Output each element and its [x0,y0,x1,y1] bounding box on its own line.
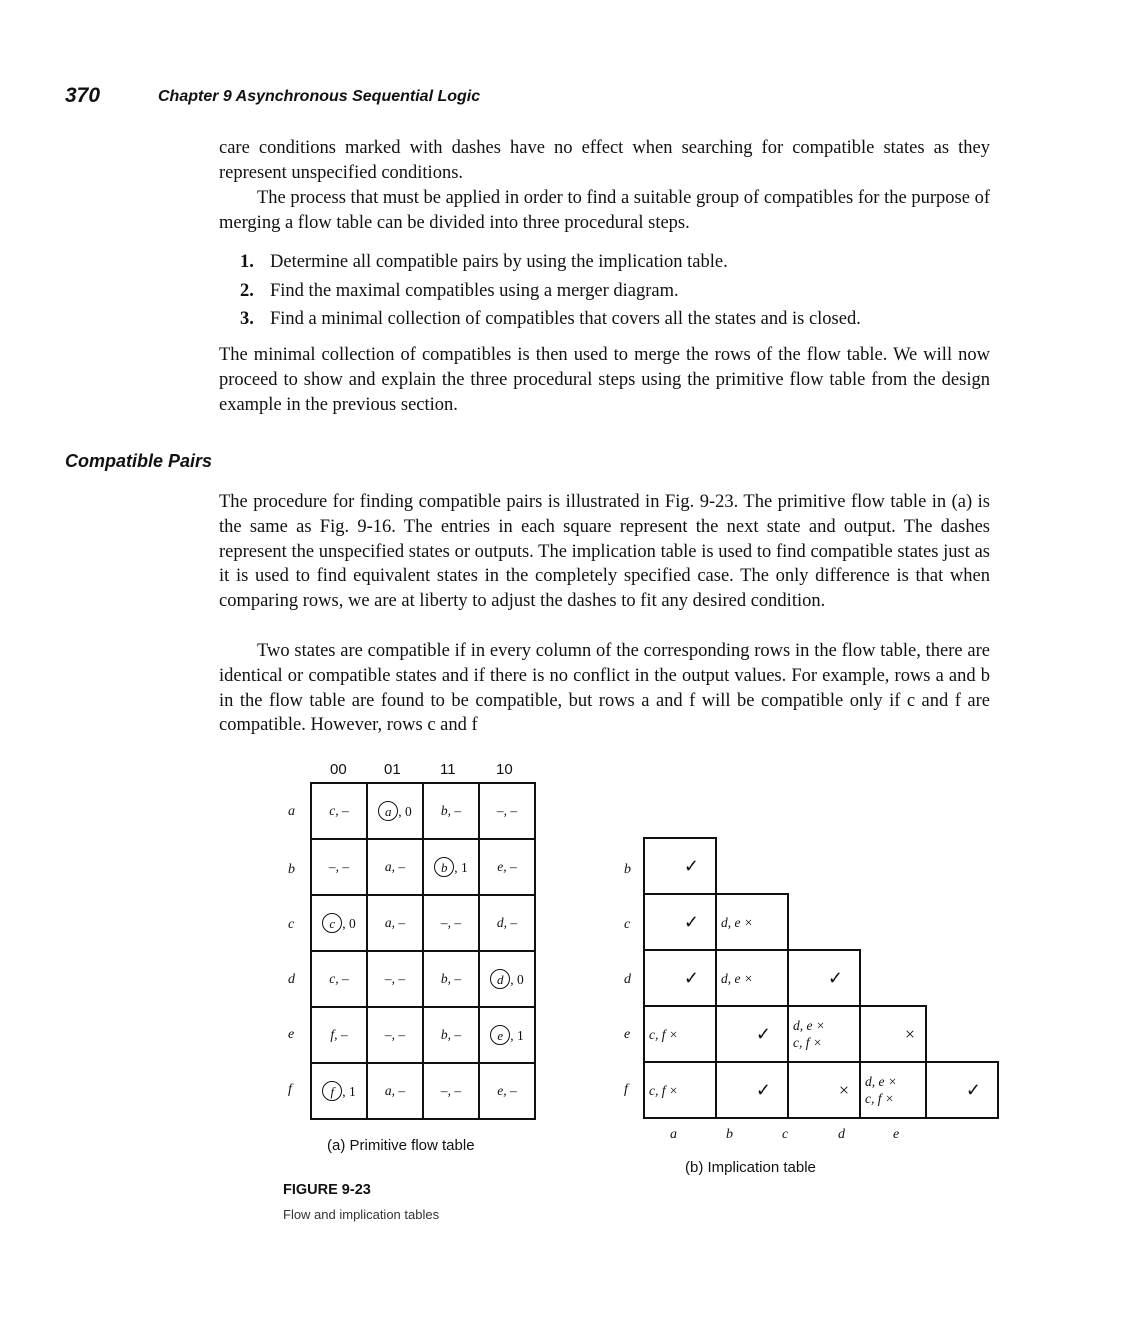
step-text: Find the maximal compatibles using a merger diagram. [270,280,679,301]
check-mark-icon: ✓ [827,967,843,988]
flow-table-cell [423,1007,479,1063]
paragraph-4: The procedure for finding compatible pairs is illustrated in Fig. 9-23. The primitive flow table in (a) is the same as Fig. 9-16. The entries in each square represent the next state and output. The dashes represent the unspecified states or outputs. The implication table is used to find compatible states just as it is used to find equivalent states in the completely specified case. The only difference is that when comparing rows, we are at liberty to adjust the dashes to fit any desired condition. [219,492,990,612]
check-mark-icon: ✓ [755,1079,771,1100]
flow-row-label: a [288,804,295,819]
implication-cell [644,1062,716,1118]
flow-table-cell [423,839,479,895]
figure-label: FIGURE 9-23 [283,1182,371,1198]
next-state-value: b, – [440,971,462,986]
next-state-value: –, – [384,1027,406,1042]
output-value: , 1 [454,860,468,875]
implied-pair: c, f × [793,1035,822,1050]
impl-row-label: e [624,1027,631,1042]
impl-row-label: c [624,917,631,932]
chapter-header: Chapter 9 Asynchronous Sequential Logic [158,88,481,105]
empty-cell [926,1006,998,1062]
output-value: , 0 [342,916,356,931]
next-state-value: a, – [384,1083,406,1098]
step-item [219,277,990,306]
flow-table-cell [367,783,423,839]
next-state-value: d, – [496,915,518,930]
flow-table-cell [367,895,423,951]
flow-col-label: 01 [384,761,401,778]
implication-cell [644,950,716,1006]
step-number: 1. [240,252,254,272]
next-state-value: a, – [384,915,406,930]
flow-table-cell [311,1007,367,1063]
flow-table-cell [479,951,535,1007]
implication-cell [860,1062,926,1118]
stable-state-circle: c [322,913,342,933]
flow-row-label: d [288,972,295,987]
implication-row [644,1062,998,1118]
empty-cell [860,950,926,1006]
cross-mark-icon: × [838,1079,849,1100]
stable-state-circle: a [378,801,398,821]
paragraph-3: The minimal collection of compatibles is then used to merge the rows of the flow table. We will now proceed to show and explain the three procedural steps using the primitive flow table from the design example in the previous section. [219,345,990,415]
flow-table-cell [479,895,535,951]
empty-cell [788,838,860,894]
empty-cell [926,894,998,950]
next-state-value: b, – [440,1027,462,1042]
flow-table-cell [479,1063,535,1119]
empty-cell [860,894,926,950]
impl-col-label: d [838,1127,845,1142]
flow-table-row [311,1063,535,1119]
implication-table [643,837,999,1119]
implication-row [644,894,998,950]
step-item [219,248,990,277]
implication-cell [644,1006,716,1062]
flow-table-cell [367,1007,423,1063]
implication-cell [716,1062,788,1118]
output-value: , 1 [510,1028,524,1043]
check-mark-icon: ✓ [965,1079,981,1100]
paragraph-5: Two states are compatible if in every column of the corresponding rows in the flow table, there are identical or compatible states and if there is no conflict in the output values. For example, rows a and b in the flow table are found to be compatible, but rows a and f will be compatible only if c and f are compatible. However, rows c and f [219,641,990,736]
flow-table-caption: (a) Primitive flow table [327,1137,475,1154]
step-text: Find a minimal collection of compatibles that covers all the states and is closed. [270,309,861,329]
next-state-value: c, – [329,803,349,818]
output-value: , 0 [398,804,412,819]
step-text: Determine all compatible pairs by using the implication table. [270,252,728,272]
flow-table-cell [311,1063,367,1119]
page-number: 370 [65,84,101,107]
flow-table-cell [367,951,423,1007]
next-state-value: e, – [497,1083,517,1098]
implication-cell [926,1062,998,1118]
implication-cell [716,1006,788,1062]
implication-cell [788,1062,860,1118]
next-state-value: b, – [440,803,462,818]
implication-row [644,1006,998,1062]
implied-pair: c, f × [865,1091,894,1106]
procedure-steps [219,248,990,334]
next-state-value: f, – [330,1027,348,1042]
flow-table-cell [311,839,367,895]
flow-table-cell [311,783,367,839]
next-state-value: a, – [384,859,406,874]
next-state-value: –, – [328,859,350,874]
check-mark-icon: ✓ [683,911,699,932]
output-value: , 0 [510,972,524,987]
flow-table-cell [479,783,535,839]
primitive-flow-table [310,782,536,1120]
implied-pair: d, e × [865,1074,897,1089]
empty-cell [860,838,926,894]
flow-table-cell [479,1007,535,1063]
flow-table-cell [311,895,367,951]
stable-state-circle: d [490,969,510,989]
flow-table-cell [367,839,423,895]
paragraph-2: The process that must be applied in order to find a suitable group of compatibles for the purpose of merging a flow table can be divided into three procedural steps. [219,188,990,233]
section-heading: Compatible Pairs [65,451,213,471]
stable-state-circle: f [322,1081,342,1101]
flow-table-row [311,951,535,1007]
flow-table-row [311,839,535,895]
stable-state-circle: b [434,857,454,877]
flow-row-label: e [288,1027,295,1042]
next-state-value: –, – [440,1083,462,1098]
check-mark-icon: ✓ [683,967,699,988]
implied-pair: d, e × [721,970,753,986]
flow-row-label: c [288,917,295,932]
impl-row-label: d [624,972,631,987]
empty-cell [926,838,998,894]
next-state-value: –, – [440,915,462,930]
flow-table-row [311,783,535,839]
impl-row-label: f [624,1082,628,1097]
step-item [219,305,990,334]
flow-table-cell [479,839,535,895]
flow-table-cell [423,951,479,1007]
empty-cell [716,838,788,894]
flow-table-cell [423,783,479,839]
implied-pair: d, e × [721,914,753,930]
step-number: 2. [240,280,254,301]
next-state-value: –, – [384,971,406,986]
flow-table-row [311,895,535,951]
implication-cell [788,1006,860,1062]
output-value: , 1 [342,1084,356,1099]
flow-col-label: 10 [496,761,513,778]
implication-cell [644,838,716,894]
flow-table-cell [423,1063,479,1119]
next-state-value: –, – [496,803,518,818]
implication-row [644,838,998,894]
empty-cell [788,894,860,950]
flow-table-cell [367,1063,423,1119]
implication-cell [860,1006,926,1062]
empty-cell [926,950,998,1006]
implication-cell [716,950,788,1006]
flow-table-row [311,1007,535,1063]
next-state-value: c, – [329,971,349,986]
implication-cell [644,894,716,950]
implication-row [644,950,998,1006]
impl-row-label: b [624,862,631,877]
implied-pair: d, e × [793,1018,825,1033]
impl-col-label: a [670,1127,677,1142]
next-state-value: e, – [497,859,517,874]
impl-col-label: c [782,1127,789,1142]
flow-row-label: f [288,1082,292,1097]
implication-cell [788,950,860,1006]
impl-col-label: b [726,1127,733,1142]
implied-pair: c, f × [649,1026,678,1042]
figure-description: Flow and implication tables [283,1207,440,1222]
check-mark-icon: ✓ [683,855,699,876]
step-number: 3. [240,309,254,329]
check-mark-icon: ✓ [755,1023,771,1044]
flow-table-cell [311,951,367,1007]
flow-col-label: 11 [440,761,456,778]
stable-state-circle: e [490,1025,510,1045]
flow-row-label: b [288,862,295,877]
impl-col-label: e [893,1127,900,1142]
implied-pair: c, f × [649,1082,678,1098]
cross-mark-icon: × [904,1023,915,1044]
implication-cell [716,894,788,950]
flow-col-label: 00 [330,761,347,778]
implication-table-caption: (b) Implication table [685,1159,816,1176]
flow-table-cell [423,895,479,951]
paragraph-1: care conditions marked with dashes have no effect when searching for compatible states as they represent unspecified conditions. [219,138,990,183]
